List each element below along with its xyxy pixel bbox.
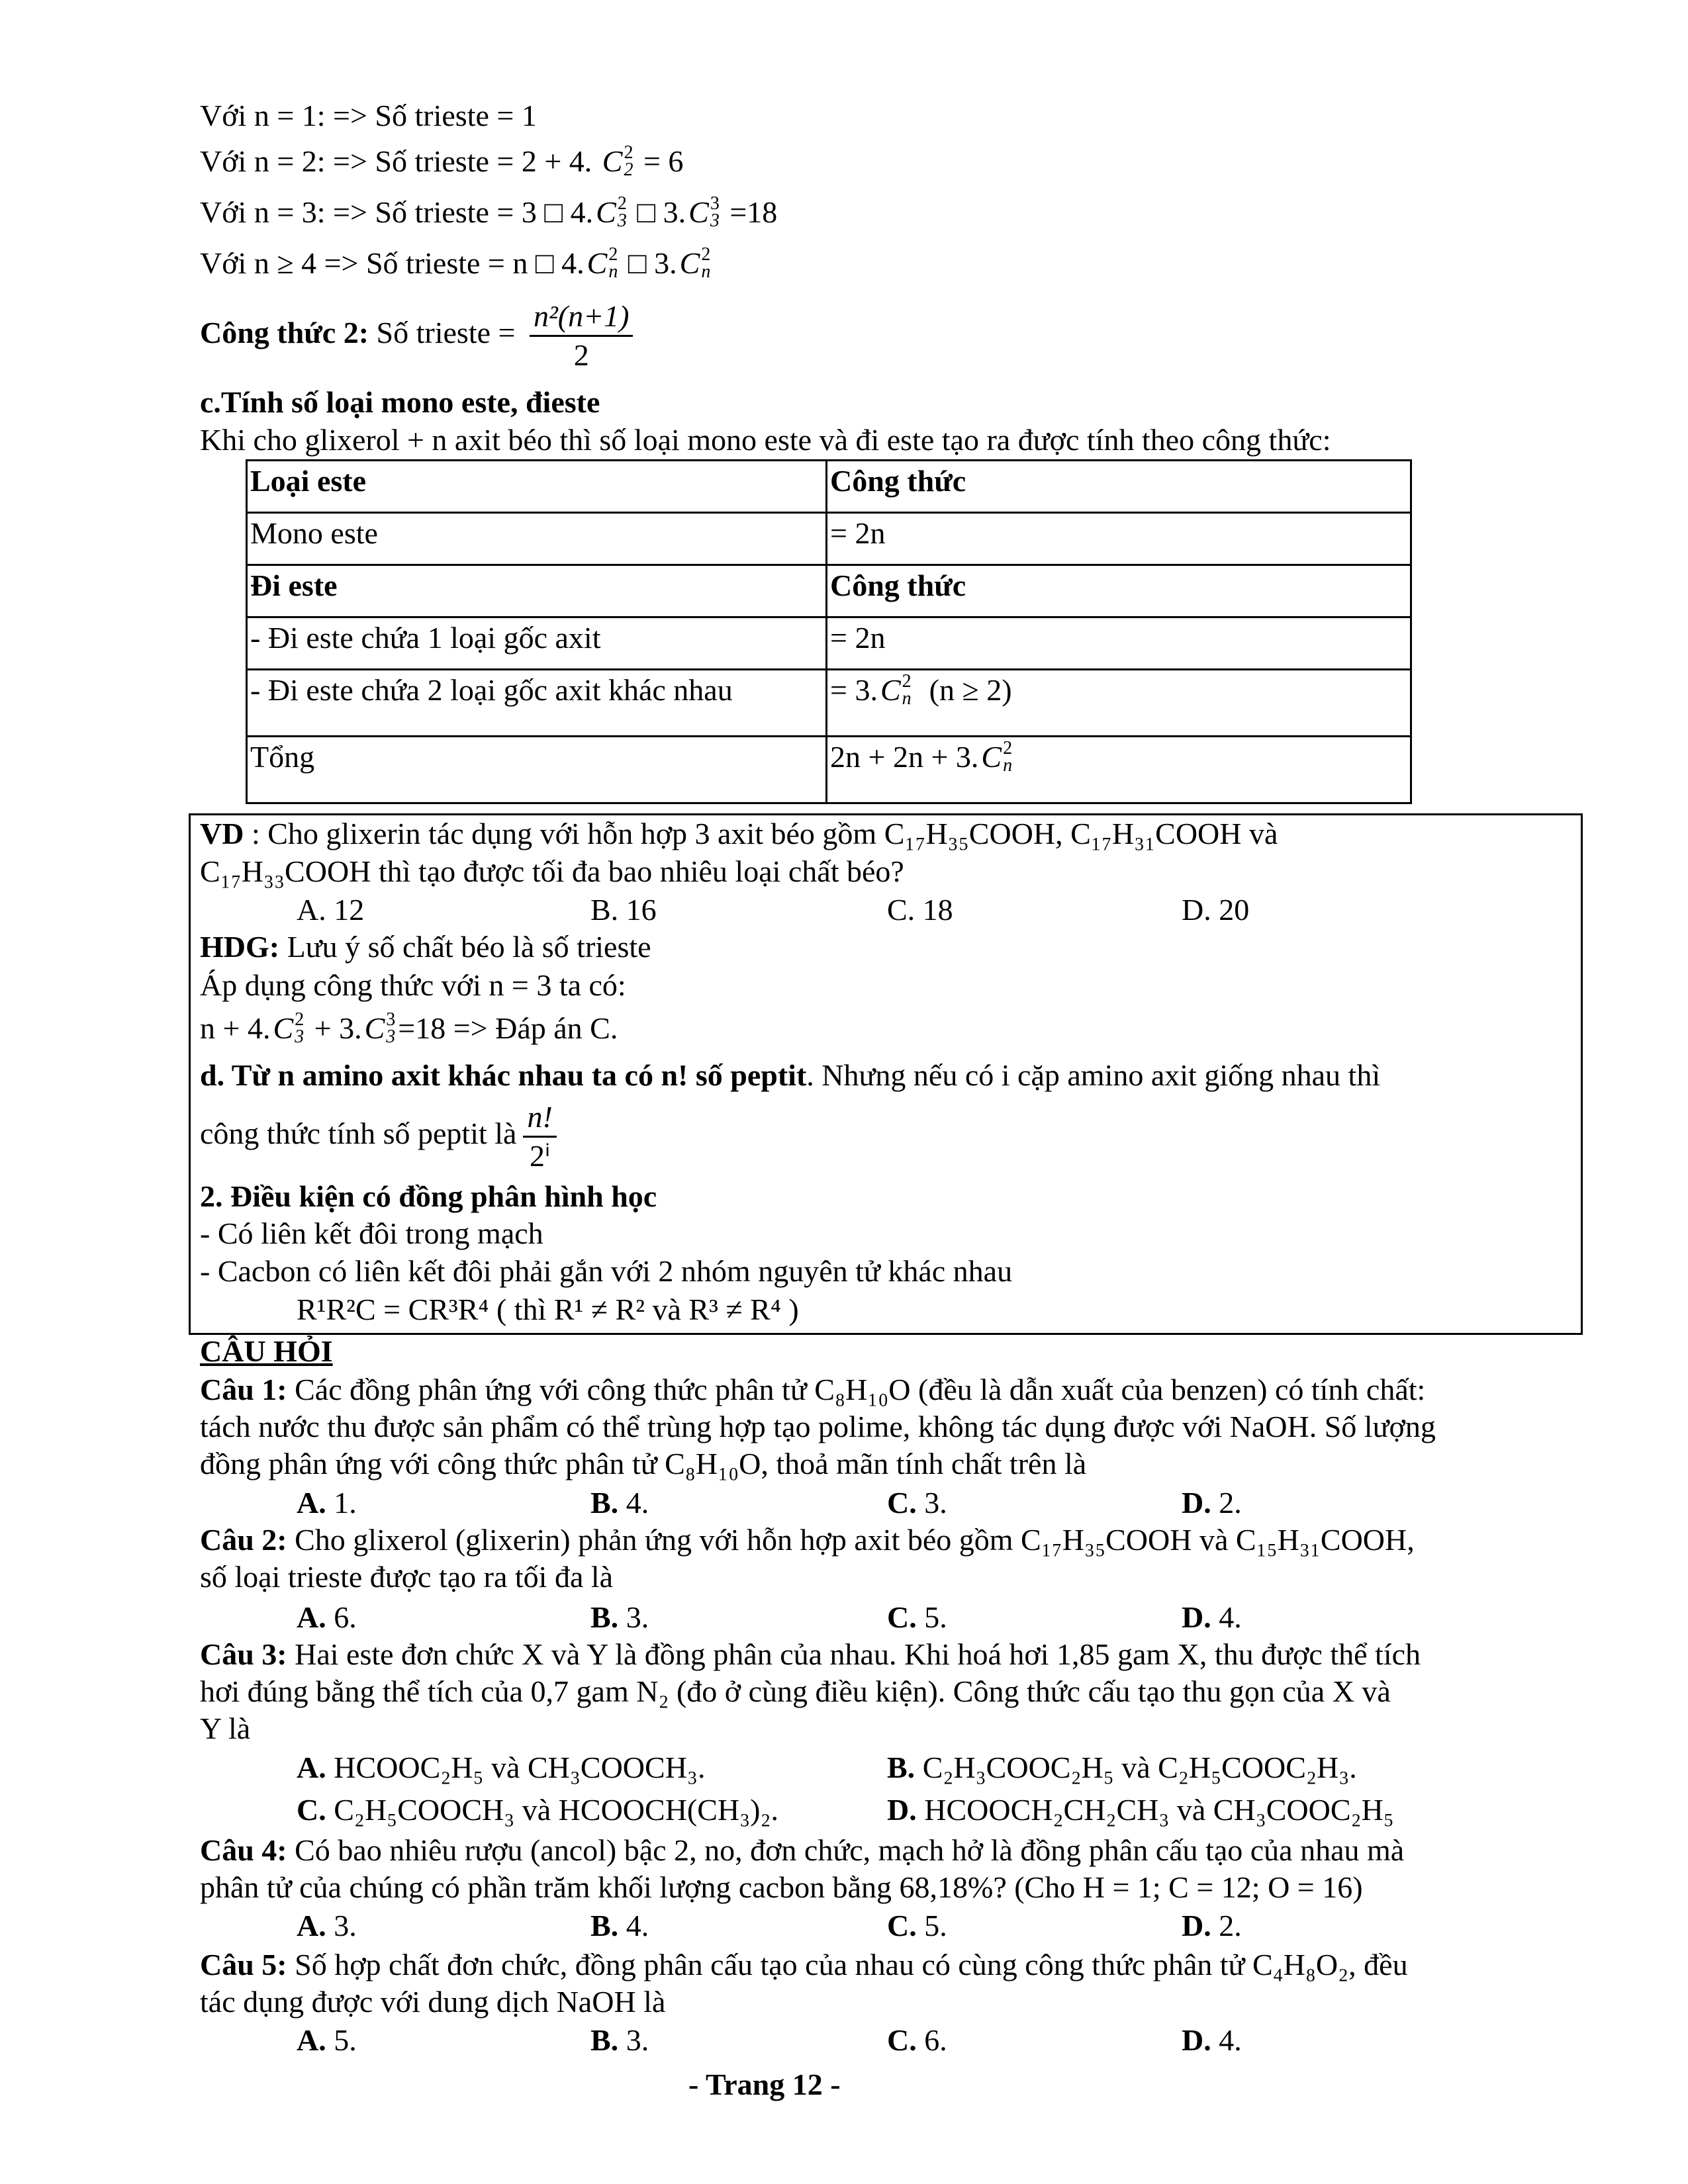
condition-1: - Có liên kết đôi trong mạch: [200, 1216, 543, 1250]
question-3-line: Câu 3: Hai este đơn chức X và Y là đồng phân của nhau. Khi hoá hơi 1,85 gam X, thu được thể tích: [200, 1637, 1421, 1671]
question-2-line: Câu 2: Cho glixerol (glixerin) phản ứng với hỗn hợp axit béo gồm C₁₇H₃₅COOH và C₁₅H₃₁COOH,: [200, 1523, 1415, 1557]
line-n3: Với n = 3: => Số trieste = 3 □ 4.C 2 3 □ 3.C 3 3 =18: [200, 193, 778, 231]
calc-line: n + 4.C 2 3 + 3.C 3 3 =18 => Đáp án C.: [200, 1009, 618, 1047]
question-3-option-b: B. C₂H₃COOC₂H₅ và C₂H₅COOC₂H₃.: [887, 1751, 1357, 1784]
question-4-line: phân tử của chúng có phần trăm khối lượng cacbon bằng 68,18%? (Cho H = 1; C = 12; O = 16): [200, 1870, 1363, 1904]
condition-formula: R¹R²C = CR³R⁴ ( thì R¹ ≠ R² và R³ ≠ R⁴ ): [297, 1293, 799, 1326]
question-4-option-d: D. 2.: [1182, 1909, 1242, 1942]
line-n1: Với n = 1: => Số trieste = 1: [200, 99, 537, 132]
question-3-line: hơi đúng bằng thể tích của 0,7 gam N₂ (đo ở cùng điều kiện). Công thức cấu tạo thu gọn của X và: [200, 1674, 1391, 1708]
section-2-heading: 2. Điều kiện có đồng phân hình học: [200, 1179, 657, 1213]
question-2-option-c: C. 5.: [887, 1600, 947, 1634]
question-1-option-b: B. 4.: [590, 1486, 649, 1520]
question-5-line: Câu 5: Số hợp chất đơn chức, đồng phân cấu tạo của nhau có cùng công thức phân tử C₄H₈O₂, đều: [200, 1948, 1408, 1981]
questions-heading: CÂU HỎI: [200, 1334, 333, 1368]
vd-option-d: D. 20: [1182, 893, 1250, 927]
question-1-line: Câu 1: Các đồng phân ứng với công thức phân tử C₈H₁₀O (đều là dẫn xuất của benzen) có tính chất:: [200, 1373, 1426, 1406]
peptide-line: d. Từ n amino axit khác nhau ta có n! số peptit. Nhưng nếu có i cặp amino axit giống nhau thì: [200, 1058, 1381, 1092]
question-3-line: Y là: [200, 1711, 251, 1745]
question-2-option-a: A. 6.: [297, 1600, 357, 1634]
question-5-option-d: D. 4.: [1182, 2023, 1242, 2057]
question-1-option-d: D. 2.: [1182, 1486, 1242, 1520]
question-2-option-b: B. 3.: [590, 1600, 649, 1634]
ester-table: Loại este Công thức Mono este = 2n Đi este Công thức - Đi este chứa 1 loại gốc axit = 2n - Đi este chứa 2 loại gốc axit khác nhau = 3.C 2 n (n ≥ 2) Tổng 2n + 2n + 3.C 2 n: [246, 459, 1412, 804]
combination-c22: C 2 2: [602, 142, 633, 180]
section-c-intro: Khi cho glixerol + n axit béo thì số loại mono este và đi este tạo ra được tính theo công thức:: [200, 423, 1331, 457]
question-2-option-d: D. 4.: [1182, 1600, 1242, 1634]
question-3-option-d: D. HCOOCH₂CH₂CH₃ và CH₃COOC₂H₅: [887, 1793, 1394, 1827]
page-footer: - Trang 12 -: [688, 2068, 841, 2101]
question-3-option-c: C. C₂H₅COOCH₃ và HCOOCH(CH₃)₂.: [297, 1793, 779, 1827]
question-1-option-c: C. 3.: [887, 1486, 947, 1520]
question-4-line: Câu 4: Có bao nhiêu rượu (ancol) bậc 2, no, đơn chức, mạch hở là đồng phân cấu tạo của nhau mà: [200, 1833, 1405, 1867]
vd-line2: C₁₇H₃₃COOH thì tạo được tối đa bao nhiêu loại chất béo?: [200, 854, 904, 888]
question-1-line: tách nước thu được sản phẩm có thể trùng hợp tạo polime, không tác dụng được với NaOH. Số lượng: [200, 1410, 1436, 1443]
formula-2: Công thức 2: Số trieste = $\frac{\text{n²(n+1)}}{2}$: [200, 298, 633, 374]
question-2-line: số loại trieste được tạo ra tối đa là: [200, 1560, 614, 1594]
apply-line: Áp dụng công thức với n = 3 ta có:: [200, 968, 626, 1002]
question-4-option-a: A. 3.: [297, 1909, 357, 1942]
vd-option-c: C. 18: [887, 893, 953, 927]
line-n4: Với n ≥ 4 => Số trieste = n □ 4.C 2 n □ 3.C 2 n: [200, 244, 711, 282]
question-4-option-b: B. 4.: [590, 1909, 649, 1942]
vd-option-a: A. 12: [297, 893, 365, 927]
question-1-option-a: A. 1.: [297, 1486, 357, 1520]
peptide-formula: công thức tính số peptit là $\frac{n!}{\text{2ⁱ}}$: [200, 1099, 557, 1175]
hdg-line: HDG: Lưu ý số chất béo là số trieste: [200, 930, 651, 964]
question-5-option-a: A. 5.: [297, 2023, 357, 2057]
question-1-line: đồng phân ứng với công thức phân tử C₈H₁₀O, thoả mãn tính chất trên là: [200, 1447, 1087, 1480]
question-4-option-c: C. 5.: [887, 1909, 947, 1942]
section-c-heading: c.Tính số loại mono este, đieste: [200, 385, 600, 419]
line-n2: Với n = 2: => Số trieste = 2 + 4. C 2 2 = 6: [200, 142, 684, 180]
condition-2: - Cacbon có liên kết đôi phải gắn với 2 nhóm nguyên tử khác nhau: [200, 1254, 1013, 1288]
question-5-option-c: C. 6.: [887, 2023, 947, 2057]
vd-option-b: B. 16: [590, 893, 657, 927]
question-3-option-a: A. HCOOC₂H₅ và CH₃COOCH₃.: [297, 1751, 706, 1784]
question-5-option-b: B. 3.: [590, 2023, 649, 2057]
question-5-line: tác dụng được với dung dịch NaOH là: [200, 1985, 666, 2019]
vd-line1: VD : Cho glixerin tác dụng với hỗn hợp 3 axit béo gồm C₁₇H₃₅COOH, C₁₇H₃₁COOH và: [200, 817, 1278, 850]
